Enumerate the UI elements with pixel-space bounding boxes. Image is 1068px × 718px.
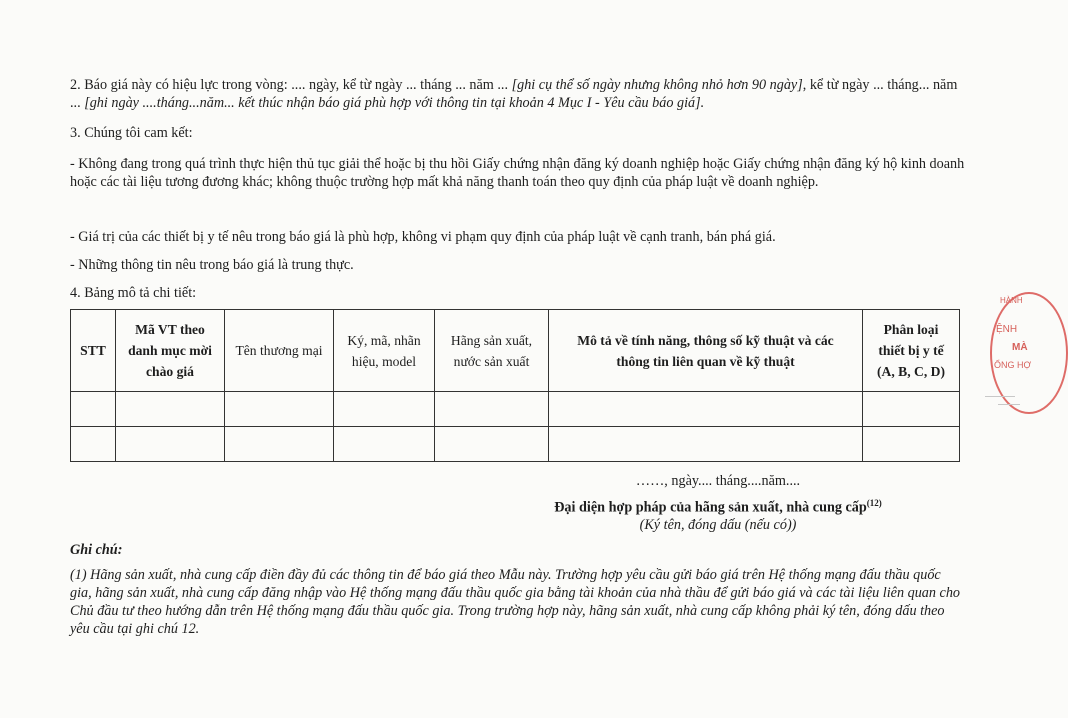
stamp-text-1: ỆNH <box>996 324 1018 335</box>
commitment-bullet-1: - Không đang trong quá trình thực hiện thủ tục giải thể hoặc bị thu hồi Giấy chứng nhận đăng ký doanh nghiệp hoặc Giấy chứng nhận đăng ký hộ kinh doanh hoặc các tài liệu tương đương khác; không thuộc trường hợp mất khả năng thanh toán theo quy định của pháp luật về doanh nghiệp. <box>70 156 965 190</box>
stamp-text-2: MÀ <box>1012 342 1028 353</box>
table-cell[interactable] <box>71 392 116 427</box>
validity-italic-a: [ghi cụ thể số ngày nhưng không nhỏ hơn 90 ngày] <box>511 77 803 93</box>
validity-italic-b: [ghi ngày ....tháng...năm... kết thúc nhận báo giá phù hợp với thông tin tại khoản 4 Mục I - Yêu cầu báo giá]. <box>84 95 705 111</box>
table-cell[interactable] <box>435 427 549 462</box>
table-cell[interactable] <box>334 427 435 462</box>
table-cell[interactable] <box>863 427 960 462</box>
col-header-trade-name: Tên thương mại <box>225 310 334 392</box>
validity-text-a: 2. Báo giá này có hiệu lực trong vòng: .... ngày, kể từ ngày ... tháng ... năm ... <box>70 77 512 93</box>
detail-table-heading: 4. Bảng mô tả chi tiết: <box>70 285 197 301</box>
validity-text-b: , kể từ ngày ... tháng... năm ... <box>70 77 958 111</box>
note-1: (1) Hãng sản xuất, nhà cung cấp điền đầy đủ các thông tin để báo giá theo Mẫu này. Trường hợp yêu cầu gửi báo giá trên Hệ thống mạng đấu thầu quốc gia, hãng sản xuất, nhà cung cấp đăng nhập vào Hệ thống mạng đấu thầu quốc gia bằng tài khoản của nhà thầu để gửi báo giá và các tài liệu liên quan cho Chủ đầu tư theo hướng dẫn trên Hệ thống mạng đấu thầu quốc gia. Trong trường hợp này, hãng sản xuất, nhà cung cấp không phải ký tên, đóng dấu theo yêu cầu tại ghi chú 12. <box>70 567 961 637</box>
table-cell[interactable] <box>435 392 549 427</box>
detail-table <box>70 309 960 462</box>
signature-date-line: ……, ngày.... tháng....năm.... <box>635 473 801 489</box>
notes-heading: Ghi chú: <box>70 542 123 558</box>
table-cell[interactable] <box>549 427 863 462</box>
col-header-specification: Mô tả về tính năng, thông số kỹ thuật và các thông tin liên quan về kỹ thuật <box>549 310 863 392</box>
table-cell[interactable] <box>549 392 863 427</box>
footnote-ref: (12) <box>866 498 882 508</box>
table-cell[interactable] <box>863 392 960 427</box>
signature-note: (Ký tên, đóng dấu (nếu có)) <box>639 517 797 533</box>
stamp-text-top: HÀNH <box>1000 296 1023 305</box>
commitment-bullet-3: - Những thông tin nêu trong báo giá là trung thực. <box>70 257 354 273</box>
col-header-device-class: Phân loại thiết bị y tế (A, B, C, D) <box>863 310 960 392</box>
table-cell[interactable] <box>334 392 435 427</box>
commitment-heading: 3. Chúng tôi cam kết: <box>70 125 193 141</box>
table-cell[interactable] <box>225 427 334 462</box>
col-header-item-code: Mã VT theo danh mục mời chào giá <box>116 310 225 392</box>
table-row <box>71 392 960 427</box>
stamp-text-3: ỔNG HỢ <box>994 360 1032 370</box>
scan-mark <box>998 404 1020 405</box>
table-cell[interactable] <box>116 427 225 462</box>
commitment-bullet-2: - Giá trị của các thiết bị y tế nêu trong báo giá là phù hợp, không vi phạm quy định của pháp luật về cạnh tranh, bán phá giá. <box>70 229 776 245</box>
signature-title-text: Đại diện hợp pháp của hãng sản xuất, nhà cung cấp <box>554 499 867 516</box>
col-header-stt: STT <box>71 310 116 392</box>
table-cell[interactable] <box>116 392 225 427</box>
table-header-row <box>71 310 960 392</box>
scan-mark <box>985 396 1015 397</box>
col-header-manufacturer: Hãng sản xuất, nước sản xuất <box>435 310 549 392</box>
table-cell[interactable] <box>71 427 116 462</box>
col-header-model: Ký, mã, nhãn hiệu, model <box>334 310 435 392</box>
validity-paragraph <box>70 76 970 112</box>
table-cell[interactable] <box>225 392 334 427</box>
table-row <box>71 427 960 462</box>
